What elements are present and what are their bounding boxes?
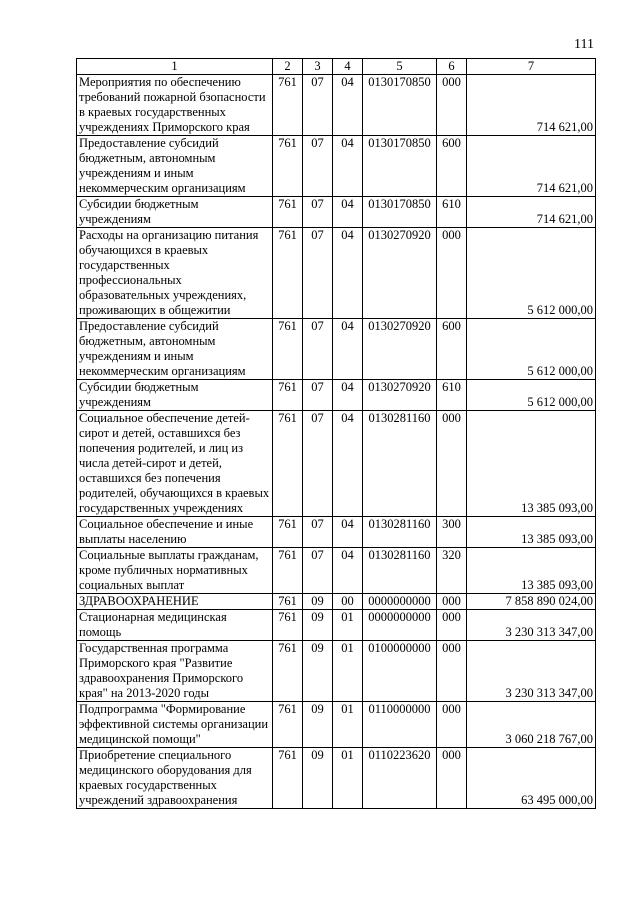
row-amount: 3 230 313 347,00 bbox=[467, 610, 596, 641]
row-amount: 5 612 000,00 bbox=[467, 228, 596, 319]
row-expense-type: 000 bbox=[437, 702, 467, 748]
table-row bbox=[77, 228, 596, 319]
row-section-code: 09 bbox=[303, 702, 333, 748]
row-ministry-code: 761 bbox=[273, 517, 303, 548]
row-subsection-code: 04 bbox=[333, 548, 363, 594]
table-row bbox=[77, 548, 596, 594]
row-subsection-code: 04 bbox=[333, 517, 363, 548]
table-row bbox=[77, 380, 596, 411]
table-body bbox=[77, 75, 596, 809]
row-expense-type: 610 bbox=[437, 197, 467, 228]
row-target-code: 0130281160 bbox=[363, 517, 437, 548]
row-target-code: 0130170850 bbox=[363, 75, 437, 136]
row-name: Стационарная медицинская помощь bbox=[77, 610, 273, 641]
row-ministry-code: 761 bbox=[273, 228, 303, 319]
row-ministry-code: 761 bbox=[273, 380, 303, 411]
row-target-code: 0130170850 bbox=[363, 197, 437, 228]
row-section-code: 09 bbox=[303, 594, 333, 610]
row-amount: 5 612 000,00 bbox=[467, 380, 596, 411]
row-amount: 714 621,00 bbox=[467, 197, 596, 228]
row-target-code: 0110000000 bbox=[363, 702, 437, 748]
row-name: Государственная программа Приморского края "Развитие здравоохранения Приморского края" на 2013-2020 годы bbox=[77, 641, 273, 702]
table-row bbox=[77, 702, 596, 748]
row-ministry-code: 761 bbox=[273, 702, 303, 748]
table-row bbox=[77, 748, 596, 809]
row-expense-type: 000 bbox=[437, 641, 467, 702]
row-expense-type: 000 bbox=[437, 228, 467, 319]
table-row bbox=[77, 517, 596, 548]
row-section-code: 07 bbox=[303, 548, 333, 594]
row-ministry-code: 761 bbox=[273, 136, 303, 197]
table-row bbox=[77, 75, 596, 136]
row-subsection-code: 04 bbox=[333, 75, 363, 136]
row-ministry-code: 761 bbox=[273, 548, 303, 594]
row-amount: 13 385 093,00 bbox=[467, 517, 596, 548]
table-header bbox=[77, 59, 596, 75]
row-expense-type: 000 bbox=[437, 610, 467, 641]
row-ministry-code: 761 bbox=[273, 748, 303, 809]
row-target-code: 0130170850 bbox=[363, 136, 437, 197]
row-subsection-code: 04 bbox=[333, 319, 363, 380]
row-ministry-code: 761 bbox=[273, 319, 303, 380]
row-subsection-code: 04 bbox=[333, 380, 363, 411]
row-subsection-code: 04 bbox=[333, 228, 363, 319]
row-subsection-code: 04 bbox=[333, 197, 363, 228]
row-section-code: 09 bbox=[303, 748, 333, 809]
row-section-code: 07 bbox=[303, 197, 333, 228]
row-ministry-code: 761 bbox=[273, 594, 303, 610]
row-target-code: 0130270920 bbox=[363, 380, 437, 411]
row-subsection-code: 01 bbox=[333, 610, 363, 641]
row-expense-type: 610 bbox=[437, 380, 467, 411]
row-subsection-code: 01 bbox=[333, 748, 363, 809]
row-section-code: 07 bbox=[303, 380, 333, 411]
row-target-code: 0130270920 bbox=[363, 228, 437, 319]
row-expense-type: 000 bbox=[437, 594, 467, 610]
row-section-code: 07 bbox=[303, 136, 333, 197]
row-subsection-code: 00 bbox=[333, 594, 363, 610]
row-name: Подпрограмма "Формирование эффективной системы организации медицинской помощи" bbox=[77, 702, 273, 748]
row-ministry-code: 761 bbox=[273, 610, 303, 641]
page-number: 111 bbox=[574, 37, 594, 52]
row-name: Социальные выплаты гражданам, кроме публичных нормативных социальных выплат bbox=[77, 548, 273, 594]
row-target-code: 0110223620 bbox=[363, 748, 437, 809]
row-name: Социальное обеспечение детей-сирот и детей, оставшихся без попечения родителей, и лиц из числа детей-сирот и детей, оставшихся без попечения родителей, обучающихся в краевых государственных учреждениях bbox=[77, 411, 273, 517]
row-section-code: 07 bbox=[303, 411, 333, 517]
row-name: Социальное обеспечение и иные выплаты населению bbox=[77, 517, 273, 548]
header-row bbox=[77, 59, 596, 75]
row-subsection-code: 04 bbox=[333, 411, 363, 517]
row-section-code: 07 bbox=[303, 228, 333, 319]
row-amount: 13 385 093,00 bbox=[467, 548, 596, 594]
table-row bbox=[77, 136, 596, 197]
row-expense-type: 300 bbox=[437, 517, 467, 548]
row-amount: 3 230 313 347,00 bbox=[467, 641, 596, 702]
row-expense-type: 600 bbox=[437, 136, 467, 197]
row-name: Расходы на организацию питания обучающихся в краевых государственных профессиональных образовательных учреждениях, проживающих в общежитии bbox=[77, 228, 273, 319]
row-expense-type: 320 bbox=[437, 548, 467, 594]
table-row bbox=[77, 610, 596, 641]
row-ministry-code: 761 bbox=[273, 197, 303, 228]
row-target-code: 0000000000 bbox=[363, 610, 437, 641]
column-header-2: 2 bbox=[273, 59, 303, 75]
row-ministry-code: 761 bbox=[273, 411, 303, 517]
row-expense-type: 000 bbox=[437, 411, 467, 517]
row-section-code: 09 bbox=[303, 610, 333, 641]
row-subsection-code: 01 bbox=[333, 641, 363, 702]
row-section-code: 07 bbox=[303, 75, 333, 136]
row-name: Предоставление субсидий бюджетным, автономным учреждениям и иным некоммерческим организациям bbox=[77, 319, 273, 380]
row-expense-type: 600 bbox=[437, 319, 467, 380]
column-header-3: 3 bbox=[303, 59, 333, 75]
row-target-code: 0130270920 bbox=[363, 319, 437, 380]
row-expense-type: 000 bbox=[437, 75, 467, 136]
row-section-code: 07 bbox=[303, 319, 333, 380]
budget-table bbox=[76, 58, 596, 809]
row-subsection-code: 01 bbox=[333, 702, 363, 748]
row-section-code: 07 bbox=[303, 517, 333, 548]
row-amount: 714 621,00 bbox=[467, 136, 596, 197]
table-row bbox=[77, 594, 596, 610]
row-section-code: 09 bbox=[303, 641, 333, 702]
row-target-code: 0130281160 bbox=[363, 411, 437, 517]
row-subsection-code: 04 bbox=[333, 136, 363, 197]
row-amount: 3 060 218 767,00 bbox=[467, 702, 596, 748]
column-header-4: 4 bbox=[333, 59, 363, 75]
column-header-1: 1 bbox=[77, 59, 273, 75]
column-header-5: 5 bbox=[363, 59, 437, 75]
row-name: Предоставление субсидий бюджетным, автономным учреждениям и иным некоммерческим организациям bbox=[77, 136, 273, 197]
table-row bbox=[77, 197, 596, 228]
row-name: Мероприятия по обеспечению требований пожарной бзопасности в краевых государственных учреждениях Приморского края bbox=[77, 75, 273, 136]
row-amount: 63 495 000,00 bbox=[467, 748, 596, 809]
table-row bbox=[77, 319, 596, 380]
column-header-7: 7 bbox=[467, 59, 596, 75]
row-target-code: 0130281160 bbox=[363, 548, 437, 594]
row-expense-type: 000 bbox=[437, 748, 467, 809]
row-ministry-code: 761 bbox=[273, 75, 303, 136]
row-amount: 7 858 890 024,00 bbox=[467, 594, 596, 610]
row-amount: 5 612 000,00 bbox=[467, 319, 596, 380]
row-amount: 13 385 093,00 bbox=[467, 411, 596, 517]
table-row bbox=[77, 411, 596, 517]
row-amount: 714 621,00 bbox=[467, 75, 596, 136]
column-header-6: 6 bbox=[437, 59, 467, 75]
row-ministry-code: 761 bbox=[273, 641, 303, 702]
row-name: Приобретение специального медицинского оборудования для краевых государственных учреждений здравоохранения bbox=[77, 748, 273, 809]
row-target-code: 0000000000 bbox=[363, 594, 437, 610]
table-row bbox=[77, 641, 596, 702]
row-name: Субсидии бюджетным учреждениям bbox=[77, 197, 273, 228]
row-name: ЗДРАВООХРАНЕНИЕ bbox=[77, 594, 273, 610]
row-name: Субсидии бюджетным учреждениям bbox=[77, 380, 273, 411]
row-target-code: 0100000000 bbox=[363, 641, 437, 702]
